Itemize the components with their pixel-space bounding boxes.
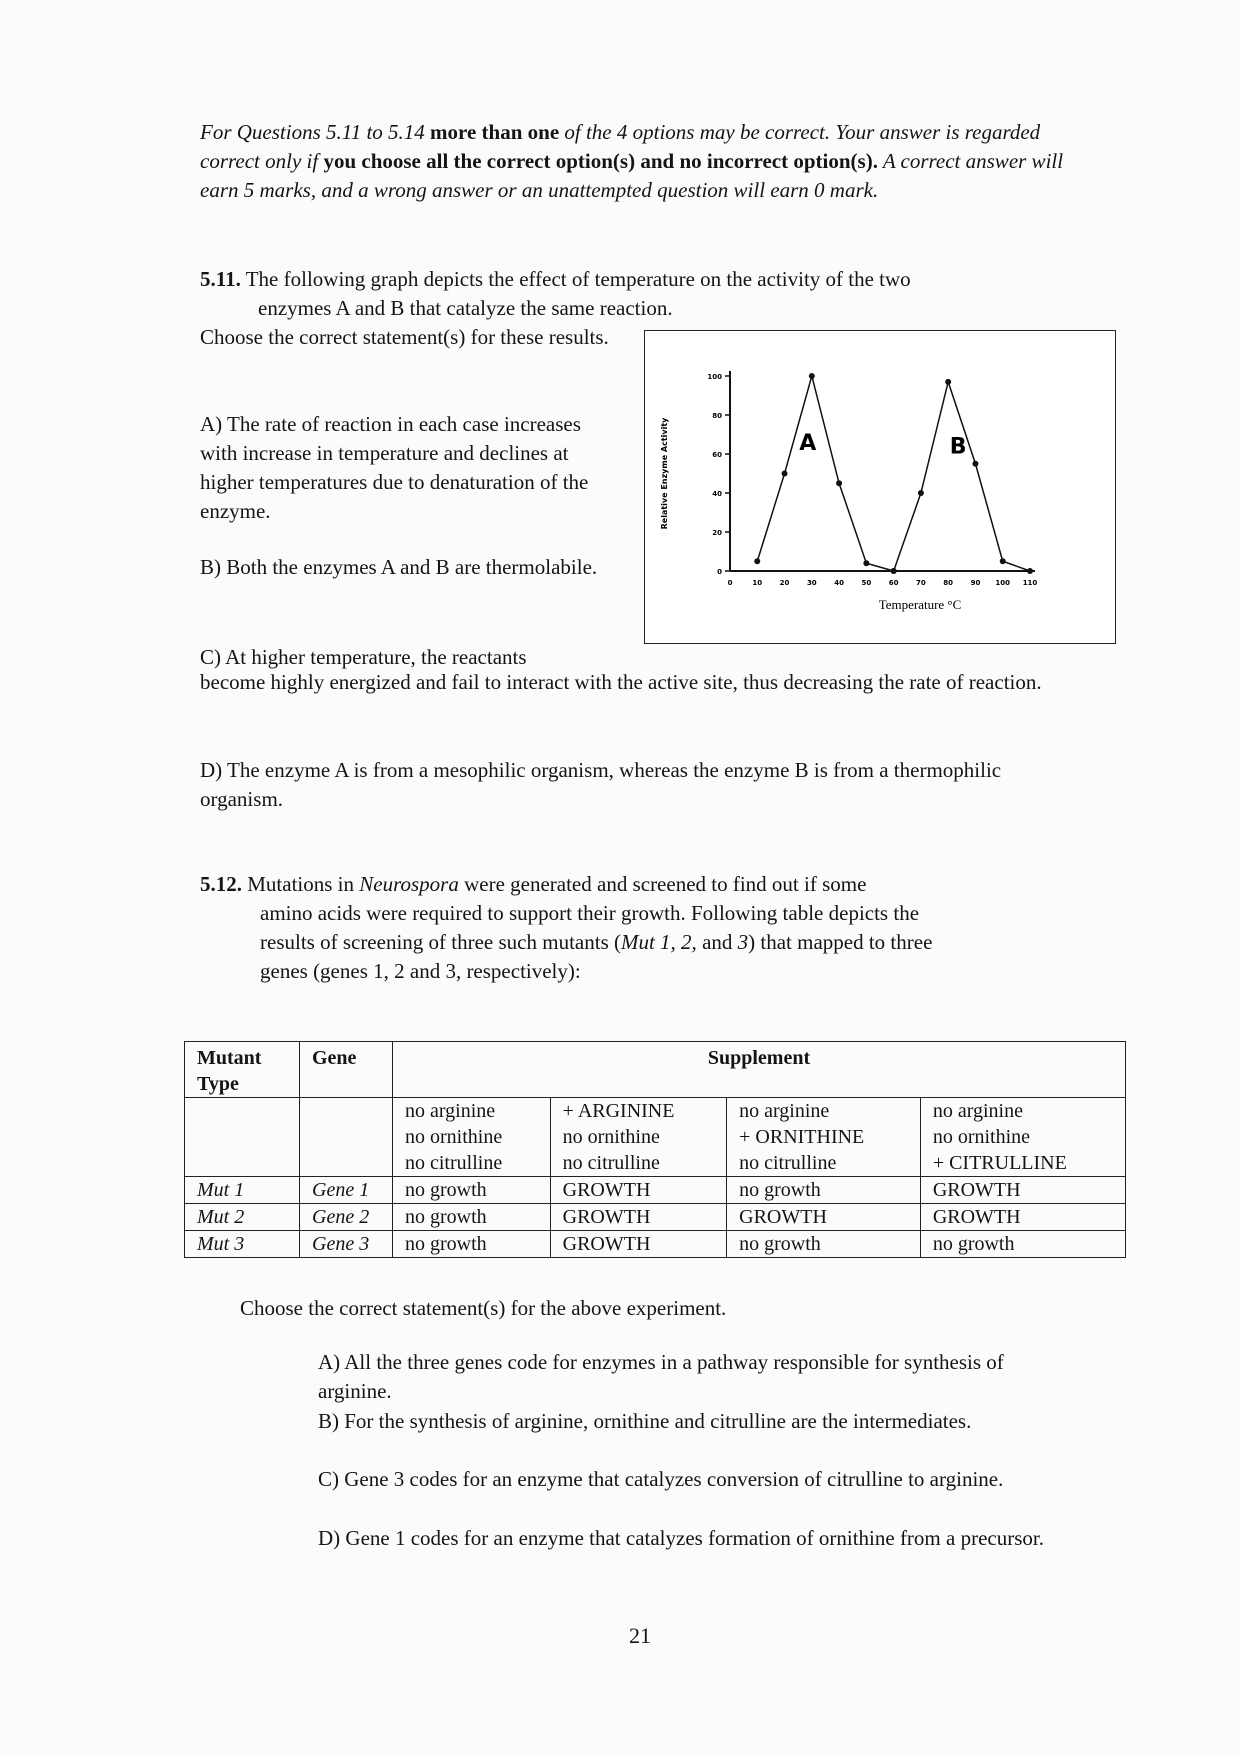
y-tick-label: 100 <box>707 373 722 381</box>
question-5-12-stem-4: genes (genes 1, 2 and 3, respectively): <box>260 959 581 983</box>
data-point-a <box>836 480 842 486</box>
table-row: Mut 3 Gene 3 no growth GROWTH no growth no growth <box>185 1231 1126 1258</box>
stem-text: were generated and screened to find out if some <box>458 872 867 896</box>
question-5-11-prompt: Choose the correct statement(s) for these results. <box>200 325 609 349</box>
x-tick-label: 10 <box>752 579 763 587</box>
y-tick-label: 80 <box>712 412 722 420</box>
condition-cell: no arginine + ORNITHINE no citrulline <box>727 1098 921 1177</box>
instructions-text-2: of the 4 options may be correct. Your answer is regarded correct only if <box>200 120 1041 173</box>
empty-cell <box>300 1098 393 1177</box>
instructions <box>200 118 1105 205</box>
question-5-12-prompt: Choose the correct statement(s) for the above experiment. <box>240 1296 727 1320</box>
x-tick-label: 60 <box>888 579 899 587</box>
x-tick-label: 40 <box>834 579 844 587</box>
series-label-a: A <box>799 431 817 457</box>
option-a: A) All the three genes code for enzymes in a pathway responsible for synthesis of arginine. <box>318 1350 1004 1403</box>
table-row: Mut 2 Gene 2 no growth GROWTH GROWTH GROWTH <box>185 1204 1126 1231</box>
stem-italic: Neurospora <box>359 872 459 896</box>
condition-cell: no arginine no ornithine + CITRULLINE <box>920 1098 1125 1177</box>
option-d: D) The enzyme A is from a mesophilic organism, whereas the enzyme B is from a thermophilic organism. <box>200 758 1002 811</box>
x-tick-label: 0 <box>727 579 733 587</box>
question-number: 5.12. <box>200 872 242 896</box>
series-label-b: B <box>949 434 967 460</box>
question-5-12-stem-2: amino acids were required to support their growth. Following table depicts the <box>260 901 920 925</box>
x-tick-label: 100 <box>995 579 1011 587</box>
y-tick-label: 40 <box>712 490 722 498</box>
conditions-row <box>185 1098 1126 1177</box>
stem-italic: Mut 1, 2, <box>620 930 697 954</box>
x-axis-label: Temperature °C <box>878 597 962 612</box>
option-c: C) Gene 3 codes for an enzyme that catalyzes conversion of citrulline to arginine. <box>318 1467 1004 1491</box>
y-axis-label: Relative Enzyme Activity <box>660 417 669 530</box>
option-b: B) Both the enzymes A and B are thermolabile. <box>200 555 598 579</box>
data-point-b <box>1027 568 1033 574</box>
enzyme-activity-chart <box>644 330 1116 644</box>
table-row: Mut 1 Gene 1 no growth GROWTH no growth GROWTH <box>185 1177 1126 1204</box>
condition-cell: + ARGININE no ornithine no citrulline <box>550 1098 726 1177</box>
option-a: A) The rate of reaction in each case increases with increase in temperature and declines at higher temperatures due to denaturation of the enzyme. <box>200 412 589 523</box>
series-line-b <box>894 382 1030 571</box>
question-5-12-stem-3 <box>260 928 1120 957</box>
stem-text: Mutations in <box>247 872 360 896</box>
header-gene: Gene <box>300 1042 393 1098</box>
empty-cell <box>185 1098 300 1177</box>
question-number: 5.11. <box>200 267 241 291</box>
table-header-row <box>185 1042 1126 1098</box>
data-point-b <box>945 379 951 385</box>
instructions-bold-2: you choose all the correct option(s) and no incorrect option(s). <box>323 149 878 173</box>
option-d: D) Gene 1 codes for an enzyme that catalyzes formation of ornithine from a precursor. <box>318 1526 1044 1550</box>
x-tick-label: 30 <box>806 579 817 587</box>
question-5-11-stem <box>200 265 1100 294</box>
data-point-a <box>863 560 869 566</box>
stem-text: results of screening of three such mutants ( <box>260 930 621 954</box>
series-line-a <box>757 376 893 571</box>
stem-italic: 3 <box>737 930 749 954</box>
x-tick-label: 80 <box>943 579 954 587</box>
question-stem-line: The following graph depicts the effect of temperature on the activity of the two <box>245 267 911 291</box>
x-tick-label: 110 <box>1022 579 1038 587</box>
y-tick-label: 0 <box>717 568 722 576</box>
chart-svg <box>645 331 1115 643</box>
data-point-a <box>782 471 788 477</box>
data-point-b <box>918 490 924 496</box>
instructions-text-3: A correct answer will earn 5 marks, and a wrong answer or an unattempted question will earn 0 mark. <box>200 149 1064 202</box>
option-c-line-2: become highly energized and fail to interact with the active site, thus decreasing the rate of reaction. <box>200 670 1042 694</box>
header-mutant: Mutant Type <box>185 1042 300 1098</box>
question-5-12-stem <box>200 870 1100 899</box>
x-tick-label: 90 <box>970 579 981 587</box>
mutant-table <box>184 1041 1126 1258</box>
data-point-a <box>809 373 815 379</box>
x-tick-label: 70 <box>916 579 926 587</box>
stem-text: ) that mapped to three <box>748 930 933 954</box>
instructions-bold-1: more than one <box>430 120 560 144</box>
y-tick-label: 60 <box>712 451 722 459</box>
option-b: B) For the synthesis of arginine, ornithine and citrulline are the intermediates. <box>318 1409 972 1433</box>
y-tick-label: 20 <box>712 529 722 537</box>
data-point-b <box>891 568 897 574</box>
x-tick-label: 20 <box>779 579 790 587</box>
page-number: 21 <box>629 1623 651 1648</box>
option-c-line-1: C) At higher temperature, the reactants <box>200 645 527 669</box>
data-point-a <box>754 558 760 564</box>
instructions-text-1: For Questions 5.11 to 5.14 <box>200 120 431 144</box>
x-tick-label: 50 <box>861 579 872 587</box>
stem-text: and <box>696 930 738 954</box>
question-5-11-stem-2: enzymes A and B that catalyze the same reaction. <box>258 296 673 320</box>
data-point-b <box>972 461 978 467</box>
header-supplement: Supplement <box>393 1042 1126 1098</box>
condition-cell: no arginine no ornithine no citrulline <box>393 1098 551 1177</box>
data-point-b <box>1000 558 1006 564</box>
